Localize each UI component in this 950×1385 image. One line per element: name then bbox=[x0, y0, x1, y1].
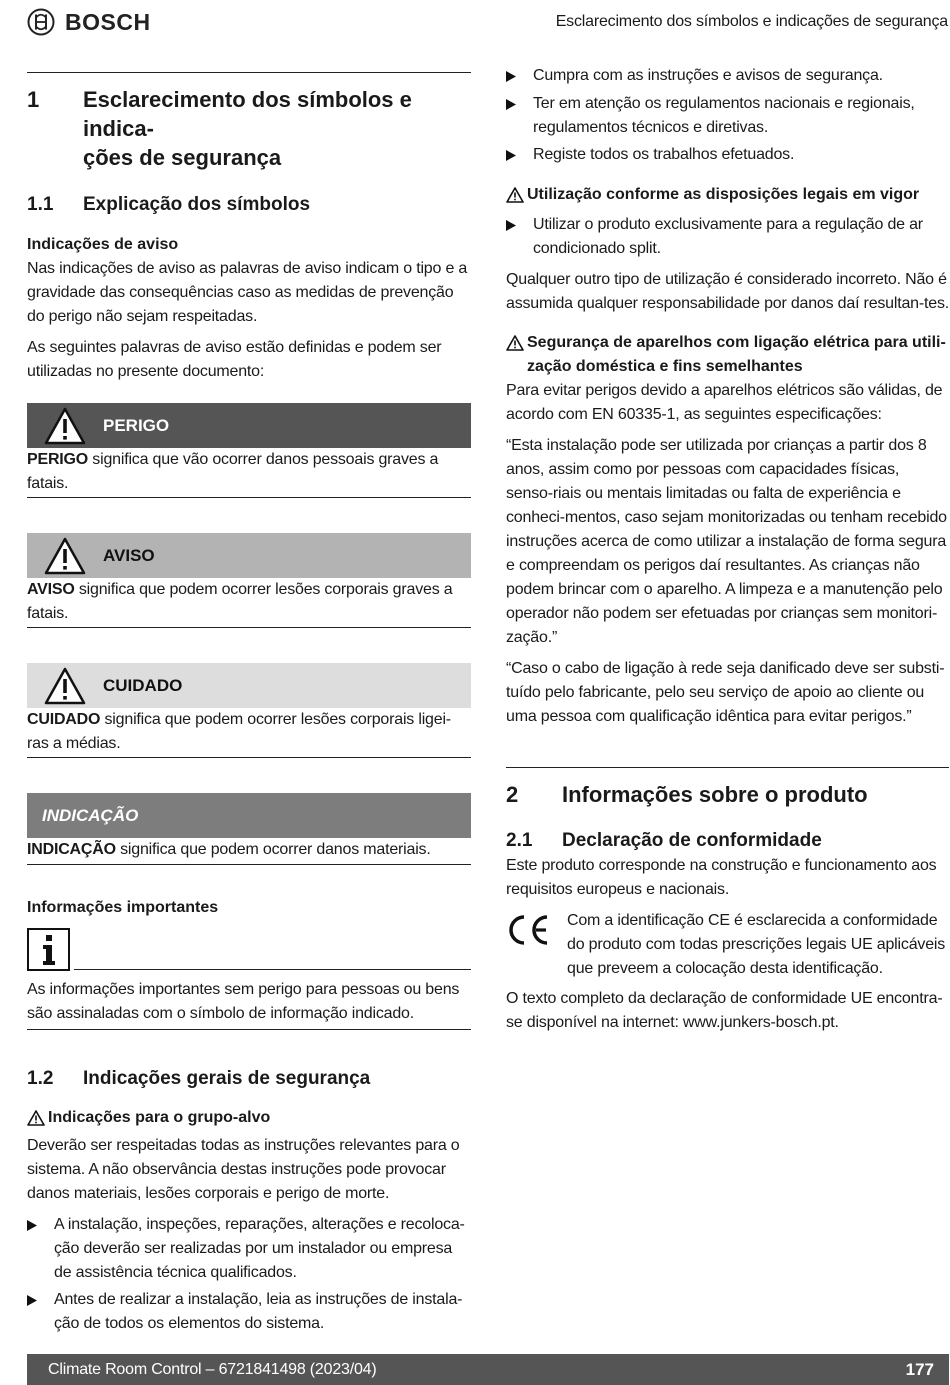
ce-text: Com a identificação CE é esclarecida a conformidade do produto com todas prescrições legais UE aplicáveis que preveem a colocação desta identificação. bbox=[567, 912, 946, 977]
right-column bbox=[506, 64, 949, 1035]
notice-label: CUIDADO bbox=[103, 675, 183, 695]
list-item: Utilizar o produto exclusivamente para a regulação de ar condicionado split. bbox=[506, 213, 949, 261]
list-item: Registe todos os trabalhos efetuados. bbox=[506, 143, 949, 169]
bullet-arrow-icon bbox=[506, 143, 533, 169]
section-2-heading: 2 Informações sobre o produto bbox=[506, 782, 868, 807]
electric-safety-p2: “Esta instalação pode ser utilizada por crianças a partir dos 8 anos, assim como por pessoas com capacidades físicas, senso-riais ou mentais limitadas ou falta de experiência e conheci-mentos, caso sejam monitorizadas ou tenham recebido instruções acerca de como utilizar a instalação de forma segura e compreendam os perigos daí resultantes. As crianças não podem brincar com o aparelho. A limpeza e a manutenção pelo operador não podem ser efetuadas por crianças sem monitori-zação.” bbox=[506, 437, 947, 646]
safety-bullets bbox=[506, 64, 949, 169]
brand-name: BOSCH bbox=[65, 9, 151, 35]
page-number: 177 bbox=[905, 1359, 934, 1379]
warnings-heading: Indicações de aviso bbox=[27, 236, 179, 253]
notice-warning bbox=[27, 533, 471, 628]
list-item: A instalação, inspeções, reparações, alterações e recoloca-ção deverão ser realizadas por um instalador ou empresa de assistência técnica qualificados. bbox=[27, 1213, 471, 1285]
warning-triangle-icon bbox=[506, 331, 527, 379]
conformity-p2: O texto completo da declaração de conformidade UE encontra-se disponível na internet: www.junkers-bosch.pt. bbox=[506, 990, 943, 1031]
page-footer bbox=[27, 1354, 949, 1385]
bosch-armature-icon bbox=[27, 8, 55, 36]
warning-triangle-icon bbox=[27, 403, 103, 448]
subsection-1-2-heading: 1.2 Indicações gerais de segurança bbox=[27, 1068, 371, 1089]
notice-caution-header bbox=[27, 663, 471, 708]
notice-danger-header bbox=[27, 403, 471, 448]
ce-row bbox=[506, 909, 949, 981]
info-icon bbox=[27, 928, 70, 971]
section-number: 1 bbox=[27, 87, 40, 112]
section-title: Esclarecimento dos símbolos e indica- ções de segurança bbox=[83, 87, 412, 170]
legal-use-heading: Utilização conforme as disposições legais em vigor bbox=[506, 183, 949, 211]
legal-use-text: Qualquer outro tipo de utilização é considerado incorreto. Não é assumida qualquer responsabilidade por danos daí resultan-tes. bbox=[506, 271, 949, 312]
electric-safety-heading: Segurança de aparelhos com ligação elétrica para utili-zação doméstica e fins semelhantes bbox=[506, 331, 949, 379]
notice-info-header bbox=[27, 793, 471, 838]
section-1-heading bbox=[27, 85, 471, 172]
notice-warning-header bbox=[27, 533, 471, 578]
notice-caution-body: CUIDADO significa que podem ocorrer lesões corporais ligei-ras a médias. bbox=[27, 708, 471, 758]
warning-triangle-icon bbox=[27, 1106, 48, 1134]
warnings-paragraph-2: As seguintes palavras de aviso estão definidas e podem ser utilizadas no presente documento: bbox=[27, 339, 442, 380]
legal-use-bullets bbox=[506, 213, 949, 261]
info-rule bbox=[74, 969, 471, 970]
target-group-text: Deverão ser respeitadas todas as instruções relevantes para o sistema. A não observância destas instruções pode provocar danos materiais, lesões corporais e perigo de morte. bbox=[27, 1137, 460, 1202]
section-2-rule bbox=[506, 767, 949, 809]
bullet-arrow-icon bbox=[506, 64, 533, 90]
notice-label: PERIGO bbox=[103, 415, 170, 435]
conformity-p1: Este produto corresponde na construção e funcionamento aos requisitos europeus e nacionais. bbox=[506, 857, 937, 898]
electric-safety-p1: Para evitar perigos devido a aparelhos elétricos são válidas, de acordo com EN 60335-1, as seguintes especificações: bbox=[506, 382, 943, 423]
footer-document-id: Climate Room Control – 6721841498 (2023/04) bbox=[48, 1360, 377, 1378]
bullet-arrow-icon bbox=[506, 213, 533, 261]
electric-safety-p3: “Caso o cabo de ligação à rede seja danificado deve ser substi-tuído pelo fabricante, pelo seu serviço de apoio ao cliente ou uma pessoa com qualificação idêntica para evitar perigos.” bbox=[506, 660, 945, 725]
notice-info bbox=[27, 793, 471, 865]
list-item: Antes de realizar a instalação, leia as instruções de instala-ção de todos os elementos do sistema. bbox=[27, 1288, 471, 1336]
notice-info-body: INDICAÇÃO significa que podem ocorrer danos materiais. bbox=[27, 838, 471, 865]
warning-triangle-icon bbox=[27, 663, 103, 708]
info-symbol-row bbox=[27, 928, 471, 971]
important-heading: Informações importantes bbox=[27, 899, 219, 916]
brand-logo bbox=[27, 8, 151, 36]
running-header: Esclarecimento dos símbolos e indicações de segurança bbox=[555, 13, 948, 30]
notice-label: AVISO bbox=[103, 545, 155, 565]
subsection-1-1-heading: 1.1 Explicação dos símbolos bbox=[27, 194, 311, 215]
notice-danger bbox=[27, 403, 471, 498]
target-group-bullets bbox=[27, 1213, 471, 1336]
list-item: Ter em atenção os regulamentos nacionais e regionais, regulamentos técnicos e diretivas. bbox=[506, 92, 949, 140]
notice-caution bbox=[27, 663, 471, 758]
notice-danger-body: PERIGO significa que vão ocorrer danos pessoais graves a fatais. bbox=[27, 448, 471, 498]
section-1-rule bbox=[27, 72, 471, 172]
target-group-heading: Indicações para o grupo-alvo bbox=[27, 1106, 471, 1134]
left-column bbox=[27, 72, 471, 1336]
ce-mark-icon bbox=[506, 909, 567, 981]
list-item: Cumpra com as instruções e avisos de segurança. bbox=[506, 64, 949, 90]
important-body: As informações importantes sem perigo para pessoas ou bens são assinaladas com o símbolo de informação indicado. bbox=[27, 971, 471, 1030]
bullet-arrow-icon bbox=[27, 1213, 54, 1285]
warning-triangle-icon bbox=[27, 533, 103, 578]
warning-triangle-icon bbox=[506, 183, 527, 211]
subsection-2-1-heading: 2.1 Declaração de conformidade bbox=[506, 830, 822, 851]
notice-warning-body: AVISO significa que podem ocorrer lesões corporais graves a fatais. bbox=[27, 578, 471, 628]
bullet-arrow-icon bbox=[506, 92, 533, 140]
notice-label: INDICAÇÃO bbox=[42, 805, 139, 825]
bullet-arrow-icon bbox=[27, 1288, 54, 1336]
warnings-paragraph-1: Nas indicações de aviso as palavras de aviso indicam o tipo e a gravidade das consequências caso as medidas de prevenção do perigo não sejam respeitadas. bbox=[27, 260, 468, 325]
